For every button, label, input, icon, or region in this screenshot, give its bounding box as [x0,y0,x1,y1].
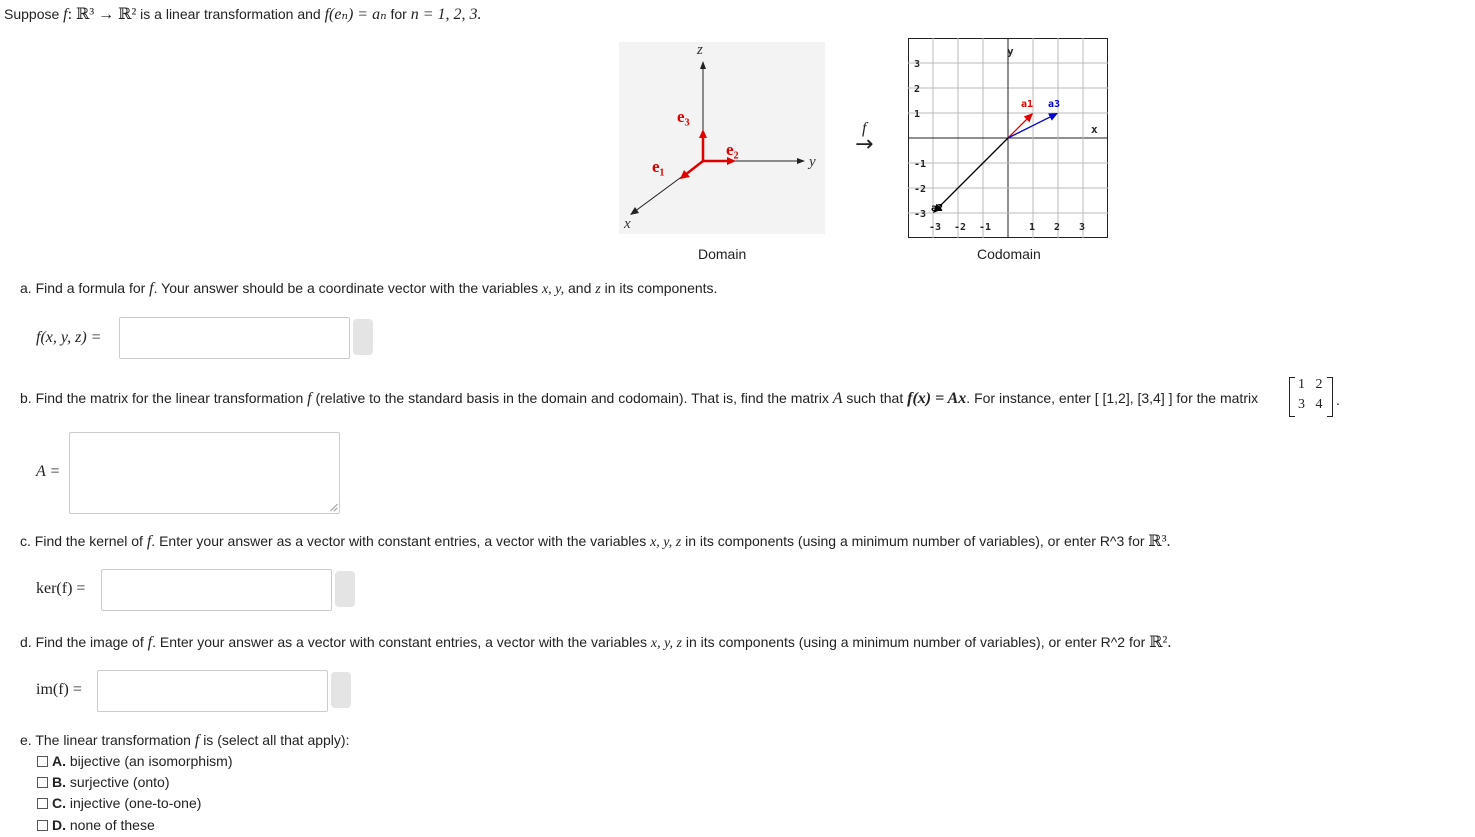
qb-eq: f(x) = Ax [907,390,967,407]
option-b-label: surjective (onto) [69,774,170,790]
x-tick-label: 1 [1029,222,1036,233]
x-axis-label: x [624,216,631,232]
qc-tail: in its components (using a minimum number of variables), or enter R^3 for [685,533,1145,549]
example-matrix [1289,377,1333,417]
e3-label: e₃ [677,107,690,126]
answer-c-label: ker(f) = [36,580,86,597]
x-tick-label: 2 [1054,222,1061,233]
intro-mapping: : ℝ³ → ℝ² [67,6,137,23]
e2-label: e₂ [726,140,739,159]
answer-d-input[interactable] [97,670,328,712]
qd-pre: d. Find the image of [20,634,144,650]
problem-intro [4,4,481,24]
qa-post: . Your answer should be a coordinate vector with the variables [153,280,539,296]
qb-such: such that [846,390,904,406]
qb-mid: (relative to the standard basis in the domain and codomain). That is, find the matrix [315,390,829,406]
qd-func: f [147,634,153,651]
answer-d-label: im(f) = [36,681,82,698]
option-a-checkbox[interactable] [37,756,48,767]
y-tick-label: 2 [914,84,921,95]
option-c-checkbox[interactable] [37,798,48,809]
intro-for: for [390,6,407,22]
qb-func: f [307,390,312,407]
option-d-label: none of these [69,817,155,833]
intro-prefix: Suppose [4,6,60,22]
qd-post: . Enter your answer as a vector with constant entries, a vector with the variables [152,634,647,650]
qe-pre: e. The linear transformation [20,732,191,748]
question-b-text [20,390,1258,408]
z-axis-label: z [697,42,703,58]
qb-dot: . [1336,392,1340,408]
option-d[interactable] [52,817,155,833]
transform-arrow-icon: → [855,132,874,157]
codomain-x-label: x [1091,123,1098,136]
codomain-y-label: y [1007,45,1014,58]
option-c-label: injective (one-to-one) [69,795,202,811]
qa-func: f [149,280,154,297]
matrix-row-2: 3 4 [1298,397,1323,412]
a1-label: a1 [1021,99,1034,110]
qa-and: and [568,280,592,296]
option-a-letter: A. [52,753,66,769]
answer-a-preview-button[interactable] [353,319,373,355]
y-tick-label: -2 [914,184,927,195]
a3-label: a3 [1048,99,1061,110]
qc-space: ℝ³. [1148,533,1171,550]
option-b-checkbox[interactable] [37,777,48,788]
qd-vars: x, y, z [650,636,682,651]
question-d-text [20,632,1171,652]
qc-func: f [146,533,152,550]
question-e-text [20,732,349,750]
y-tick-label: -1 [914,159,927,170]
qe-post: is (select all that apply): [203,732,350,748]
x-tick-label: 3 [1079,222,1086,233]
qb-pre: b. Find the matrix for the linear transformation [20,390,304,406]
domain-figure [619,42,825,234]
matrix-row-1: 1 2 [1298,377,1323,392]
qa-pre: a. Find a formula for [20,280,146,296]
y-tick-label: -3 [914,209,927,220]
qd-tail: in its components (using a minimum number of variables), or enter R^2 for [685,634,1146,650]
answer-c-preview-button[interactable] [335,571,355,607]
answer-c-input[interactable] [101,569,332,611]
option-b-letter: B. [52,774,66,790]
qa-var-z: z [595,282,601,297]
answer-a-input[interactable] [119,317,350,359]
codomain-caption: Codomain [977,246,1041,262]
e1-label: e₁ [652,157,665,176]
intro-relation: f(eₙ) = aₙ [324,6,387,23]
question-c-text [20,531,1171,551]
intro-mid: is a linear transformation and [140,6,321,22]
intro-range: n = 1, 2, 3. [410,6,482,23]
y-tick-label: 3 [914,59,921,70]
option-a-label: bijective (an isomorphism) [69,753,233,769]
answer-b-label: A = [36,463,61,480]
transform-label: f [862,120,867,137]
option-d-letter: D. [52,817,66,833]
question-a-text [20,280,717,298]
qb-A: A [832,390,843,407]
answer-a-label: f(x, y, z) = [36,329,102,346]
qa-vars: x, y, [541,282,565,297]
x-tick-label: -3 [929,222,942,233]
qe-func: f [194,732,200,749]
qc-vars: x, y, z [650,535,682,550]
domain-caption: Domain [698,246,747,262]
qc-post: . Enter your answer as a vector with constant entries, a vector with the variables [151,533,647,549]
option-a[interactable] [52,753,233,769]
codomain-figure [908,38,1108,238]
option-c-letter: C. [52,795,66,811]
option-b[interactable] [52,774,169,790]
x-tick-label: -1 [979,222,992,233]
qc-pre: c. Find the kernel of [20,533,143,549]
answer-d-preview-button[interactable] [331,672,351,708]
option-d-checkbox[interactable] [37,820,48,831]
intro-func: f [63,6,68,23]
x-tick-label: -2 [954,222,967,233]
y-tick-label: 1 [914,109,921,120]
y-axis-label: y [809,154,816,170]
qd-space: ℝ². [1149,634,1172,651]
resize-grip-icon[interactable] [329,503,337,511]
qb-instance: . For instance, enter [ [1,2], [3,4] ] for the matrix [966,390,1259,406]
qa-tail: in its components. [604,280,718,296]
answer-b-textarea[interactable] [69,432,340,514]
a2-label: a2 [931,203,944,214]
option-c[interactable] [52,795,201,811]
